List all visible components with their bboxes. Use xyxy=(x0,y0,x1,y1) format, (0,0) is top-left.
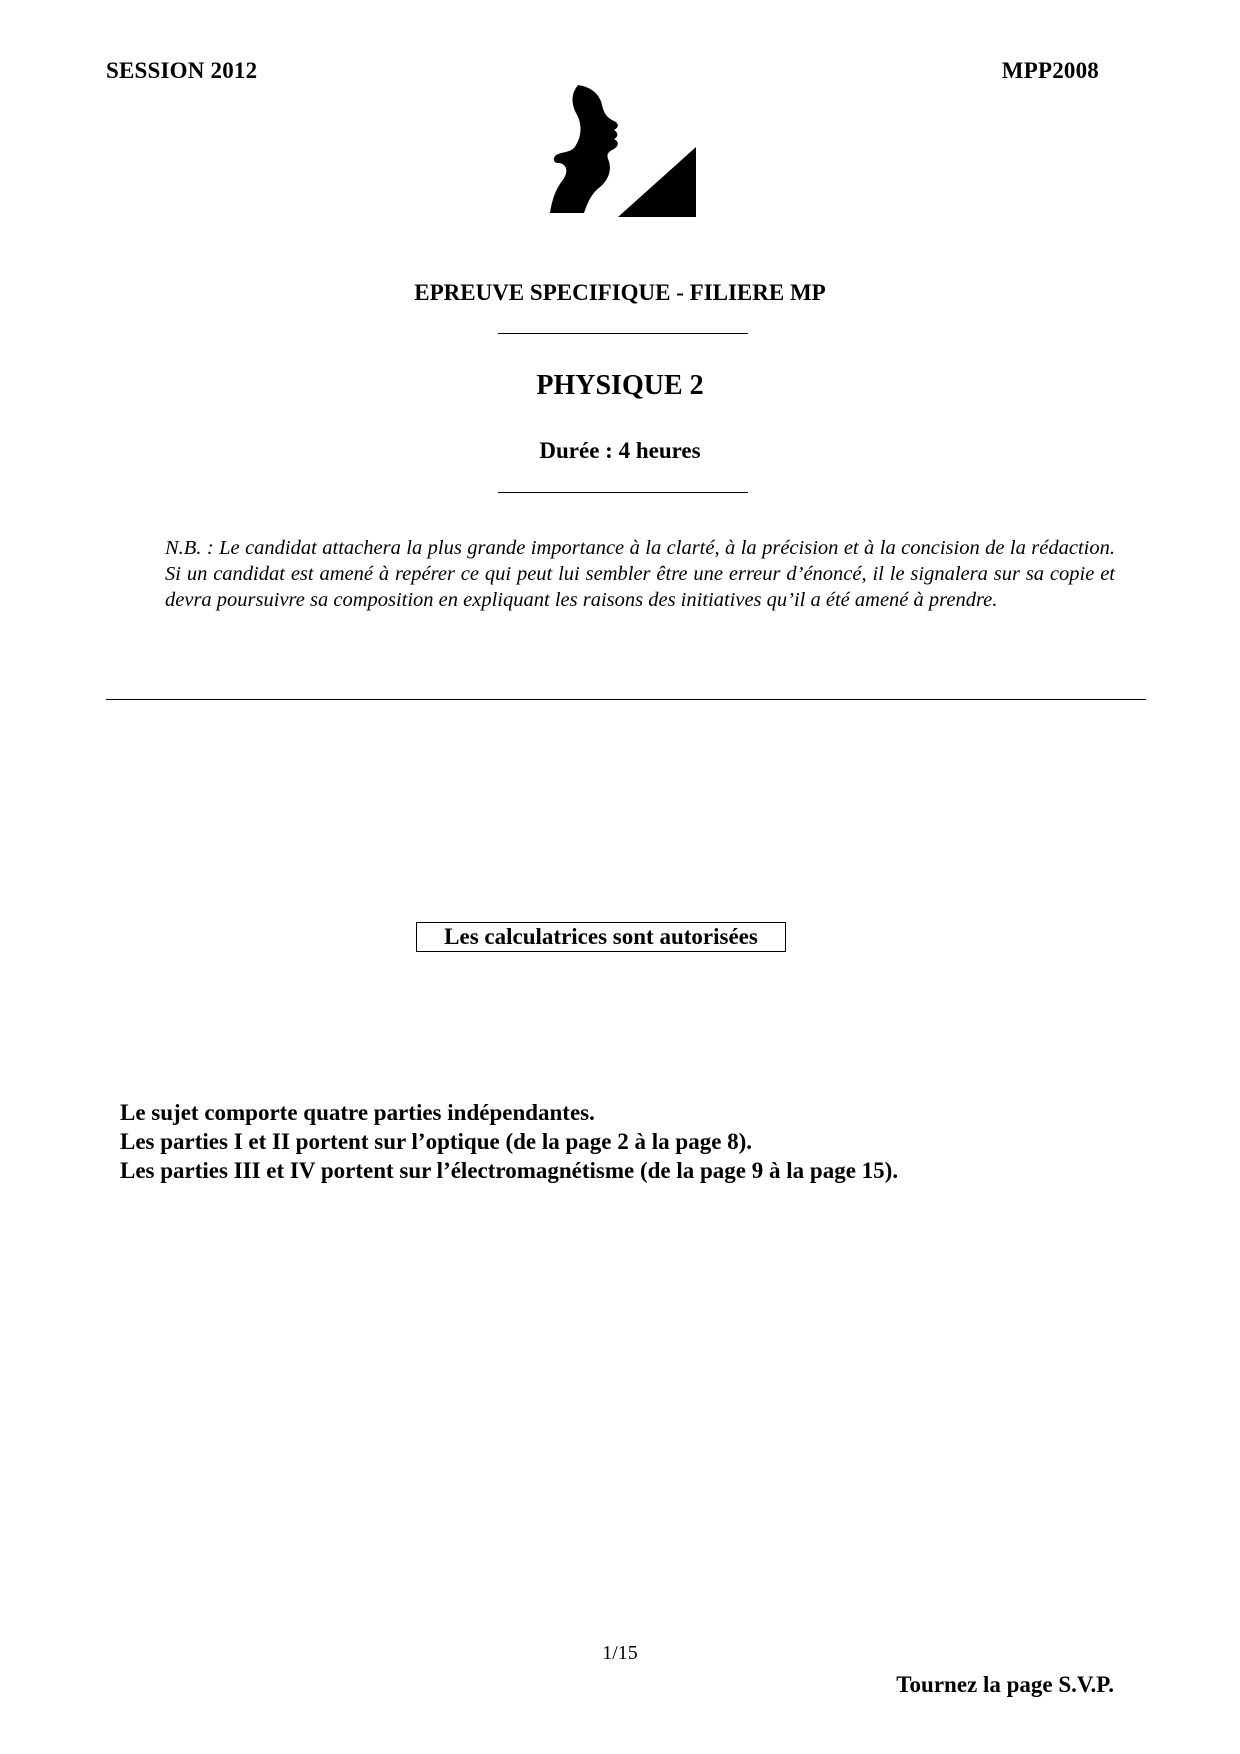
parts-summary xyxy=(120,1098,1120,1185)
profile-silhouette-logo xyxy=(548,83,696,219)
exam-type-heading: EPREUVE SPECIFIQUE - FILIERE MP xyxy=(414,280,826,305)
session-label: SESSION 2012 xyxy=(106,58,258,83)
parts-line: Le sujet comporte quatre parties indépendantes. xyxy=(120,1100,595,1125)
wedge-shape xyxy=(618,147,696,217)
parts-line: Les parties III et IV portent sur l’électromagnétisme (de la page 9 à la page 15). xyxy=(120,1158,899,1183)
duration-label: Durée : 4 heures xyxy=(539,438,701,463)
parts-line: Les parties I et II portent sur l’optique (de la page 2 à la page 8). xyxy=(120,1129,753,1154)
divider xyxy=(498,333,748,334)
subject-title: PHYSIQUE 2 xyxy=(536,370,704,401)
turn-page-label: Tournez la page S.V.P. xyxy=(896,1672,1114,1697)
divider xyxy=(498,492,748,493)
page-number: 1/15 xyxy=(602,1642,638,1664)
instructions-note: N.B. : Le candidat attachera la plus grande importance à la clarté, à la précision et à la concision de la rédaction. Si un candidat est amené à repérer ce qui peut lui sembler être une erreur d’énoncé, il le signalera sur sa copie et devra poursuivre sa composition en expliquant les raisons des initiatives qu’il a été amené à prendre. xyxy=(165,537,1115,611)
face-profile-shape xyxy=(550,85,618,213)
calculators-notice: Les calculatrices sont autorisées xyxy=(416,922,786,952)
exam-code: MPP2008 xyxy=(1001,58,1099,83)
section-divider xyxy=(106,699,1146,700)
